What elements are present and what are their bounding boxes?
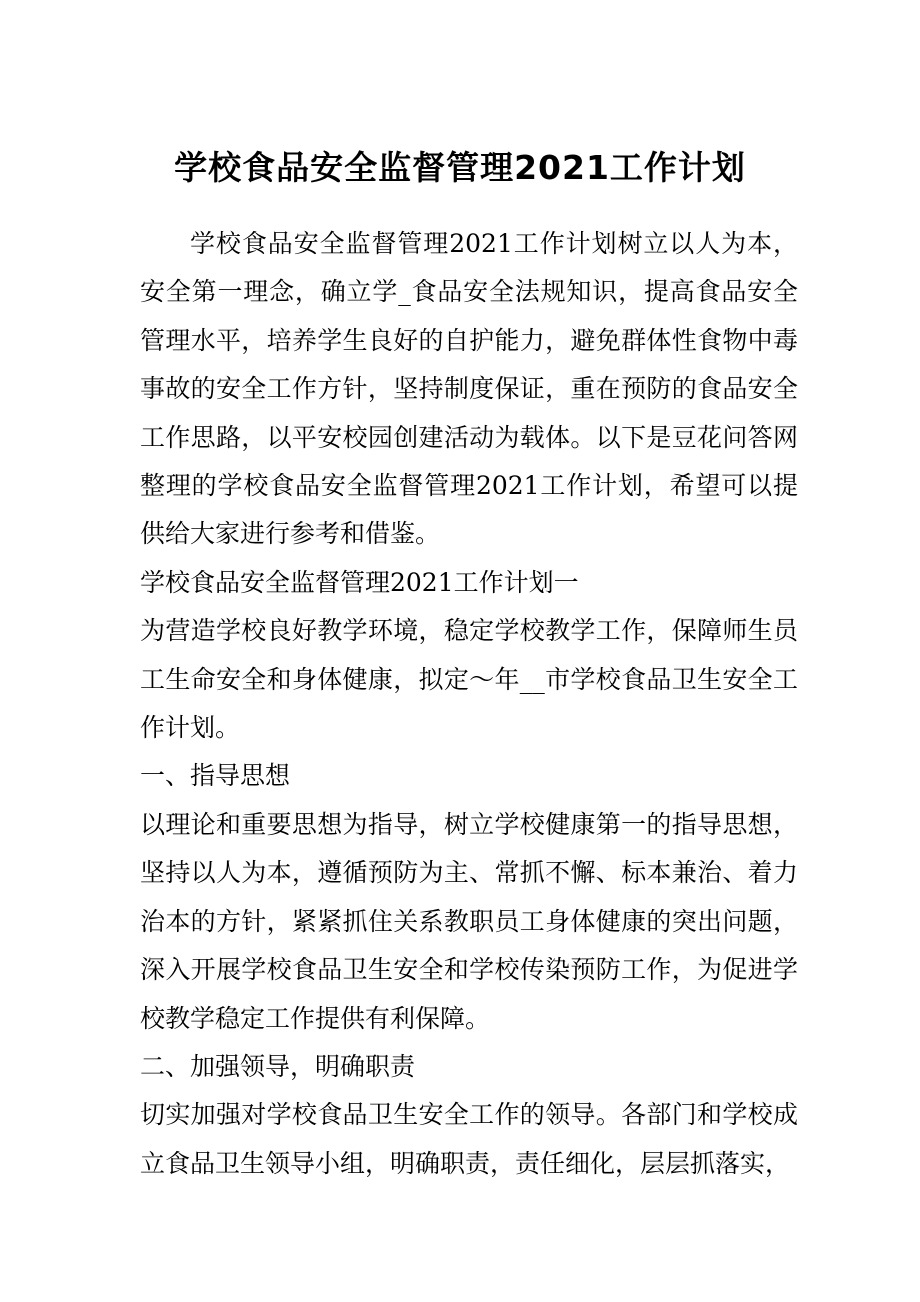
guiding-ideology-paragraph: 以理论和重要思想为指导，树立学校健康第一的指导思想，坚持以人为本，遵循预防为主、常抓不懈、标本兼治、着力治本的方针，紧紧抓住关系教职员工身体健康的突出问题，深入开展学校食品卫生安全和学校传染预防工作，为促进学校教学稳定工作提供有利保障。 <box>140 809 798 1033</box>
plan-purpose-paragraph: 为营造学校良好教学环境，稳定学校教学工作，保障师生员工生命安全和身体健康，拟定～年__市学校食品卫生安全工作计划。 <box>140 616 798 743</box>
document-title: 学校食品安全监督管理2021工作计划 <box>174 148 746 187</box>
intro-paragraph: 学校食品安全监督管理2021工作计划树立以人为本，安全第一理念，确立学_食品安全法规知识，提高食品安全管理水平，培养学生良好的自护能力，避免群体性食物中毒事故的安全工作方针，坚持制度保证，重在预防的食品安全工作思路，以平安校园创建活动为载体。以下是豆花问答网整理的学校食品安全监督管理2021工作计划，希望可以提供给大家进行参考和借鉴。 <box>140 229 798 549</box>
section-heading-leadership: 二、加强领导，明确职责 <box>140 1051 416 1081</box>
section-heading-plan-one: 学校食品安全监督管理2021工作计划一 <box>140 567 579 597</box>
leadership-paragraph: 切实加强对学校食品卫生安全工作的领导。各部门和学校成立食品卫生领导小组，明确职责，责任细化，层层抓落实， <box>140 1100 798 1178</box>
document-body <box>140 220 798 1188</box>
section-heading-guiding-ideology: 一、指导思想 <box>140 761 291 791</box>
